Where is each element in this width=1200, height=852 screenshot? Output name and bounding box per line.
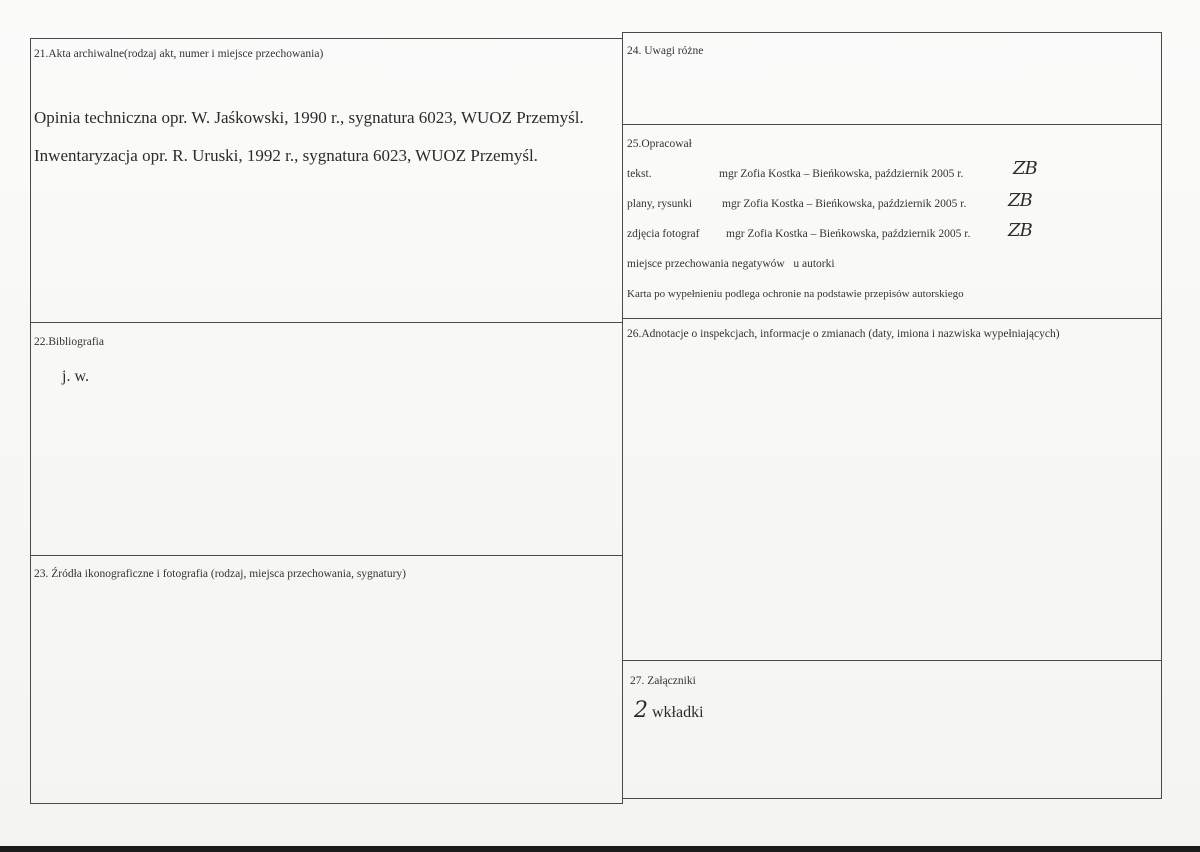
section-21-line-1: Opinia techniczna opr. W. Jaśkowski, 1990 r., sygnatura 6023, WUOZ Przemyśl. <box>34 108 584 127</box>
section-21-label: 21.Akta archiwalne(rodzaj akt, numer i miejsce przechowania) <box>34 48 324 60</box>
divider-24-25 <box>622 124 1162 125</box>
row-tekst-initials: ZB <box>1013 158 1037 179</box>
divider-25-26 <box>622 318 1162 319</box>
row-plany-value: mgr Zofia Kostka – Bieńkowska, październik 2005 r. <box>722 198 967 210</box>
section-24-label: 24. Uwagi różne <box>627 45 704 57</box>
attachments-count: 2 <box>634 698 648 723</box>
section-27-label: 27. Załączniki <box>630 675 696 687</box>
section-21-line-2: Inwentaryzacja opr. R. Uruski, 1992 r., sygnatura 6023, WUOZ Przemyśl. <box>34 146 538 165</box>
scan-edge <box>0 846 1200 852</box>
row-zdjecia-value: mgr Zofia Kostka – Bieńkowska, październik 2005 r. <box>726 228 971 240</box>
row-zdjecia-key: zdjęcia fotograf <box>627 228 700 240</box>
frame-right <box>1161 32 1162 798</box>
frame-bottom-right <box>622 798 1162 799</box>
divider-21-22 <box>30 322 622 323</box>
divider-26-27 <box>622 660 1162 661</box>
row-tekst-value: mgr Zofia Kostka – Bieńkowska, październik 2005 r. <box>719 168 964 180</box>
section-23-label: 23. Źródła ikonograficzne i fotografia (rodzaj, miejsca przechowania, sygnatury) <box>34 568 406 580</box>
row-plany-initials: ZB <box>1008 190 1032 211</box>
record-card-form <box>30 32 1165 804</box>
frame-bottom-left <box>30 803 622 804</box>
column-divider <box>622 32 623 804</box>
frame-left <box>30 38 31 804</box>
row-plany-key: plany, rysunki <box>627 198 693 210</box>
row-tekst-key: tekst. <box>627 168 652 180</box>
section-22-value: j. w. <box>62 368 89 385</box>
attachments-value: wkładki <box>652 704 704 721</box>
divider-22-23 <box>30 555 622 556</box>
section-26-label: 26.Adnotacje o inspekcjach, informacje o zmianach (daty, imiona i nazwiska wypełniających) <box>627 328 1060 340</box>
row-zdjecia-initials: ZB <box>1008 220 1032 241</box>
frame-top-right <box>622 32 1162 33</box>
section-22-label: 22.Bibliografia <box>34 336 104 348</box>
frame-top-left <box>30 38 622 39</box>
negatives-location: miejsce przechowania negatywów u autorki <box>627 258 835 270</box>
copyright-notice: Karta po wypełnieniu podlega ochronie na podstawie przepisów autorskiego <box>627 288 964 300</box>
section-25-label: 25.Opracował <box>627 138 692 150</box>
